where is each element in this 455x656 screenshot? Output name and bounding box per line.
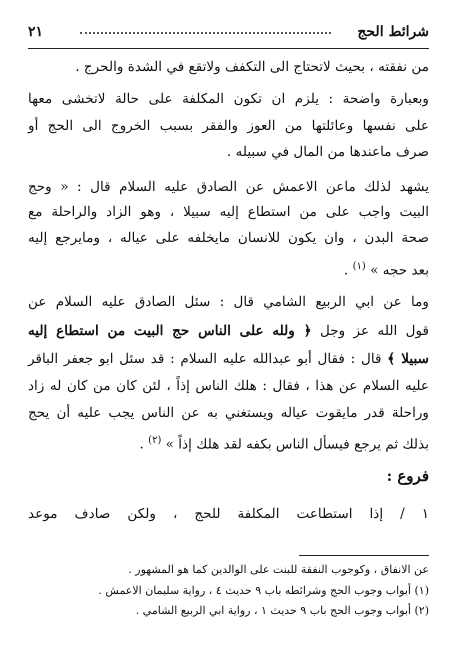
quran-verse: سبيلا ﴾: [387, 351, 430, 367]
page-header: [28, 24, 429, 49]
page-number: ٢١: [28, 24, 44, 40]
footnote-rule: [299, 555, 429, 556]
footnote-reference: (١): [352, 261, 366, 272]
line-text: بذلك ثم يرجع فيسأل الناس بكفه لقد هلك إذاً »: [165, 436, 429, 453]
running-title: شرائط الحج: [357, 24, 429, 40]
text-line: بعد حجه » $^{(١)}$ .: [343, 261, 429, 279]
text-line: صحة البدن ، وان يكون للانسان مايخلفه على عياله ، ومايرجع إليه: [28, 230, 429, 246]
text-line: يشهد لذلك ماعن الاعمش عن الصادق عليه السلام قال : « وحج: [28, 179, 429, 195]
quran-verse: ﴿ ولله على الناس حج البيت من استطاع إليه: [28, 323, 312, 339]
footnote-reference: (٢): [148, 435, 162, 446]
text-line: من نفقته ، بحيث لاتحتاج الى التكفف ولاتقع في الشدة والحرج .: [75, 59, 429, 75]
text-line: ١ / إذا استطاعت المكلفة للحج ، ولكن صادف موعد: [28, 506, 429, 522]
text-line: البيت واجب على من استطاع إليه سبيلا ، وهو الزاد والراحلة مع: [28, 204, 429, 220]
text-line: [28, 322, 429, 340]
text-line: صرف ماعندها من المال في سبيله .: [226, 144, 429, 160]
footnote: (١) أبواب وجوب الحج وشرائطه باب ٩ حديث ٤ ، رواية سليمان الاعمش .: [98, 584, 429, 597]
line-text: قول الله عز وجل: [319, 323, 429, 339]
text-line: بذلك ثم يرجع فيسأل الناس بكفه لقد هلك إذاً » $^{(٢)}$ .: [139, 435, 429, 453]
section-heading: فروع :: [386, 467, 429, 485]
text-line: وراحلة قدر مايقوت عياله ويستغني به عن الناس يجب عليه أن يحج: [28, 405, 429, 421]
header-dot-leader: [80, 32, 331, 34]
text-line: [28, 350, 429, 368]
footnote: (٢) أبواب وجوب الحج باب ٩ حديث ١ ، رواية ابي الربيع الشامي .: [135, 604, 429, 617]
line-text: بعد حجه »: [370, 262, 429, 279]
text-line: وبعبارة واضحة : يلزم ان تكون المكلفة على حالة لاتخشى معها: [28, 91, 429, 107]
line-text: قال : فقال أبو عبدالله عليه السلام : قد سئل ابو جعفر الباقر: [28, 351, 382, 367]
text-line: وما عن ابي الربيع الشامي قال : سئل الصادق عليه السلام عن: [28, 294, 429, 310]
text-line: عليه السلام عن هذا ، فقال : هلك الناس إذاً ، لئن كان من كان له زاد: [28, 378, 429, 394]
footnote: عن الانفاق ، وكوجوب النفقة للبنت على الوالدين كما هو المشهور .: [128, 563, 429, 576]
text-line: على نفسها وعائلتها من العوز والفقر بسبب الخروج الى الحج أو: [28, 118, 429, 134]
